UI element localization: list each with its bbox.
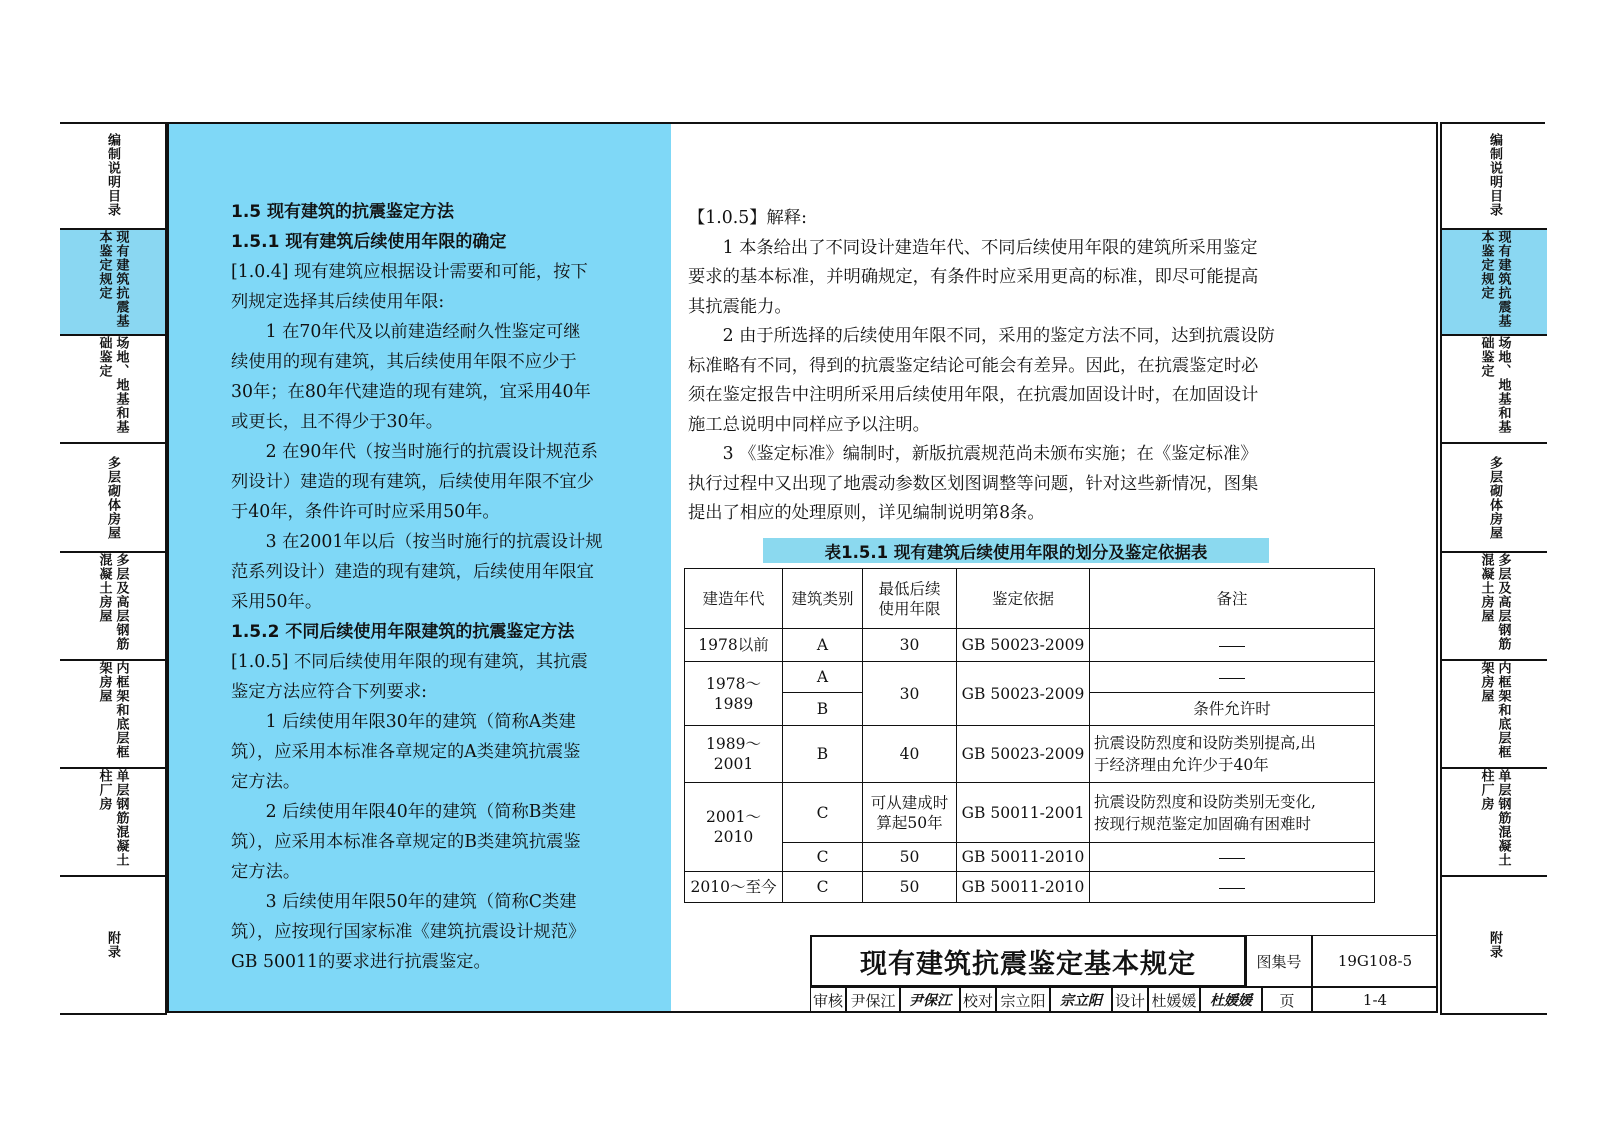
table-row	[685, 662, 1375, 693]
cell-era: 1978～1989	[685, 662, 783, 726]
text-line: 1.5.1 现有建筑后续使用年限的确定	[231, 232, 507, 252]
page-label: 页	[1262, 987, 1312, 1013]
text-line: [1.0.5] 不同后续使用年限的现有建筑，其抗震	[231, 652, 588, 672]
nav-tab-label: 多层及高层钢筋混凝土房屋	[1478, 553, 1511, 651]
left-nav-tab[interactable]	[60, 661, 165, 769]
cell-basis: GB 50011-2010	[957, 872, 1090, 903]
designer-name: 杜媛媛	[1148, 987, 1200, 1013]
cell-era: 1989～2001	[685, 726, 783, 783]
nav-tab-label: 多层砌体房屋	[1487, 455, 1502, 540]
cell-remark	[1090, 629, 1375, 662]
nav-tab-label: 内框架和底层框架房屋	[96, 661, 129, 759]
cell-remark	[1090, 872, 1375, 903]
right-nav-tab[interactable]	[1442, 769, 1547, 877]
text-line: 或更长，且不得少于30年。	[231, 412, 444, 432]
atlas-no: 19G108-5	[1312, 935, 1438, 987]
page-number: 1-4	[1312, 987, 1438, 1013]
text-line: 筑），应采用本标准各章规定的B类建筑抗震鉴	[231, 832, 581, 852]
header-remark: 备注	[1090, 569, 1375, 629]
header-min-years-l1: 最低后续	[878, 579, 941, 598]
nav-tab-label: 编制说明目录	[1487, 133, 1502, 217]
nav-tab-label: 多层及高层钢筋混凝土房屋	[96, 553, 129, 651]
dash-mark	[1219, 888, 1245, 889]
right-nav-tab[interactable]	[1442, 661, 1547, 769]
cell-era: 2010～至今	[685, 872, 783, 903]
left-nav-tab[interactable]	[60, 769, 165, 877]
nav-tab-label: 多层砌体房屋	[105, 455, 120, 540]
right-nav-tab[interactable]	[1442, 230, 1547, 336]
text-line: 采用50年。	[231, 592, 323, 612]
cell-era: 2001～2010	[685, 783, 783, 872]
right-column-text	[688, 204, 1378, 529]
drawing-title: 现有建筑抗震鉴定基本规定	[810, 935, 1246, 987]
text-line: 2 由于所选择的后续使用年限不同，采用的鉴定方法不同，达到抗震设防	[722, 326, 1275, 346]
text-line: 范系列设计）建造的现有建筑，后续使用年限宜	[231, 562, 594, 582]
table-header-row	[685, 569, 1375, 629]
atlas-no-label: 图集号	[1246, 935, 1312, 987]
design-label: 设计	[1112, 987, 1148, 1013]
nav-tab-label: 内框架和底层框架房屋	[1478, 661, 1511, 759]
text-line: 其抗震能力。	[688, 296, 792, 317]
text-line: 提出了相应的处理原则，详见编制说明第8条。	[688, 503, 1045, 523]
reviewer-name: 尹保江	[846, 987, 900, 1013]
cell-remark	[1090, 783, 1375, 843]
text-line: 1.5 现有建筑的抗震鉴定方法	[231, 202, 455, 222]
text-line: 筑），应按现行国家标准《建筑抗震设计规范》	[231, 922, 586, 942]
checker-name: 宗立阳	[996, 987, 1050, 1013]
checker-signature: 宗立阳	[1050, 987, 1112, 1013]
text-line: 列规定选择其后续使用年限:	[231, 292, 445, 312]
dash-mark	[1219, 858, 1245, 859]
cell-category: A	[783, 629, 863, 662]
left-nav-tab[interactable]	[60, 553, 165, 661]
nav-tab-label: 场地、地基和基础鉴定	[96, 336, 129, 434]
nav-tab-label: 现有建筑抗震基本鉴定规定	[1478, 230, 1511, 328]
table-title: 表1.5.1 现有建筑后续使用年限的划分及鉴定依据表	[763, 538, 1269, 563]
cell-basis: GB 50011-2001	[957, 783, 1090, 843]
text-line: 1 后续使用年限30年的建筑（简称A类建	[265, 712, 576, 732]
cell-years	[863, 783, 957, 843]
service-life-table	[684, 568, 1375, 903]
text-line: 3 后续使用年限50年的建筑（简称C类建	[265, 892, 577, 912]
text-line: 2 后续使用年限40年的建筑（简称B类建	[265, 802, 576, 822]
nav-tab-label: 编制说明目录	[105, 133, 120, 217]
cell-remark	[1090, 843, 1375, 872]
cell-category: C	[783, 872, 863, 903]
nav-tab-label: 附录	[1487, 931, 1502, 959]
nav-tab-label: 单层钢筋混凝土柱厂房	[1478, 769, 1511, 867]
cell-years: 30	[863, 662, 957, 726]
cell-category: B	[783, 726, 863, 783]
reviewer-signature: 尹保江	[900, 987, 960, 1013]
header-min-years-l2: 使用年限	[878, 599, 941, 618]
nav-tab-label: 附录	[105, 931, 120, 959]
table-row	[685, 843, 1375, 872]
left-side-nav	[60, 122, 167, 1015]
cell-category: C	[783, 783, 863, 843]
text-line: 2 在90年代（按当时施行的抗震设计规范系	[265, 442, 598, 462]
cell-basis: GB 50023-2009	[957, 726, 1090, 783]
nav-tab-label: 现有建筑抗震基本鉴定规定	[96, 230, 129, 328]
header-category: 建筑类别	[783, 569, 863, 629]
cell-years: 30	[863, 629, 957, 662]
left-nav-tab[interactable]	[60, 122, 165, 230]
text-line: 鉴定方法应符合下列要求:	[231, 682, 427, 702]
text-line: 要求的基本标准，并明确规定，有条件时应采用更高的标准，即尽可能提高	[688, 267, 1259, 287]
dash-mark	[1219, 646, 1245, 647]
left-column-text	[231, 197, 661, 977]
cell-years-l1: 可从建成时	[870, 793, 949, 812]
table-row	[685, 783, 1375, 843]
text-line: 执行过程中又出现了地震动参数区划图调整等问题，针对这些新情况，图集	[688, 473, 1259, 494]
right-nav-tab[interactable]	[1442, 336, 1547, 444]
header-min-years	[863, 569, 957, 629]
text-line: 于40年，条件许可时应采用50年。	[231, 502, 500, 522]
text-line: 3 在2001年以后（按当时施行的抗震设计规	[265, 532, 603, 552]
cell-remark-l2: 按现行规范鉴定加固确有困难时	[1094, 814, 1312, 833]
header-basis: 鉴定依据	[957, 569, 1090, 629]
text-line: 定方法。	[231, 862, 301, 882]
text-line: 30年；在80年代建造的现有建筑，宜采用40年	[231, 382, 591, 402]
text-line: 标准略有不同，得到的抗震鉴定结论可能会有差异。因此，在抗震鉴定时必	[688, 355, 1259, 376]
text-line: 施工总说明中同样应予以注明。	[688, 414, 930, 435]
review-label: 审核	[810, 987, 846, 1013]
left-nav-tab[interactable]	[60, 336, 165, 444]
text-line: 1.5.2 不同后续使用年限建筑的抗震鉴定方法	[231, 622, 575, 642]
designer-signature: 杜媛媛	[1200, 987, 1262, 1013]
left-nav-tab[interactable]	[60, 444, 165, 553]
text-line: 1 本条给出了不同设计建造年代、不同后续使用年限的建筑所采用鉴定	[722, 237, 1258, 258]
text-line: [1.0.4] 现有建筑应根据设计需要和可能，按下	[231, 262, 588, 282]
table-row	[685, 872, 1375, 903]
title-block	[810, 935, 1438, 1013]
text-line: 定方法。	[231, 772, 301, 792]
dash-mark	[1219, 678, 1245, 679]
cell-remark	[1090, 726, 1375, 783]
cell-remark-l1: 抗震设防烈度和设防类别提高,出	[1094, 734, 1316, 752]
check-label: 校对	[960, 987, 996, 1013]
left-nav-tab[interactable]	[60, 230, 165, 336]
cell-category: B	[783, 693, 863, 726]
text-line: 续使用的现有建筑，其后续使用年限不应少于	[231, 352, 577, 372]
nav-tab-label: 单层钢筋混凝土柱厂房	[96, 769, 129, 867]
cell-basis: GB 50011-2010	[957, 843, 1090, 872]
left-nav-tab[interactable]	[60, 877, 165, 1015]
text-line: 列设计）建造的现有建筑，后续使用年限不宜少	[231, 472, 594, 492]
nav-tab-label: 场地、地基和基础鉴定	[1478, 336, 1511, 434]
cell-remark-l1: 抗震设防烈度和设防类别无变化,	[1094, 792, 1316, 811]
cell-years: 50	[863, 843, 957, 872]
cell-basis: GB 50023-2009	[957, 629, 1090, 662]
right-nav-tab[interactable]	[1442, 877, 1547, 1015]
right-nav-tab[interactable]	[1442, 444, 1547, 553]
cell-remark-l2: 于经济理由允许少于40年	[1094, 756, 1269, 774]
right-nav-tab[interactable]	[1442, 122, 1547, 230]
cell-years-l2: 算起50年	[876, 813, 943, 832]
text-line: 须在鉴定报告中注明所采用后续使用年限，在抗震加固设计时，在加固设计	[688, 385, 1259, 405]
cell-years: 40	[863, 726, 957, 783]
cell-years: 50	[863, 872, 957, 903]
text-line: 筑），应采用本标准各章规定的A类建筑抗震鉴	[231, 742, 581, 762]
cell-remark: 条件允许时	[1090, 693, 1375, 726]
text-line: GB 50011的要求进行抗震鉴定。	[231, 952, 491, 972]
table-row	[685, 726, 1375, 783]
right-side-nav	[1440, 122, 1547, 1015]
text-line: 【1.0.5】解释:	[688, 208, 807, 228]
table-row	[685, 629, 1375, 662]
cell-category: C	[783, 843, 863, 872]
cell-era: 1978以前	[685, 629, 783, 662]
text-line: 1 在70年代及以前建造经耐久性鉴定可继	[265, 322, 581, 342]
header-era: 建造年代	[685, 569, 783, 629]
text-line: 3 《鉴定标准》编制时，新版抗震规范尚未颁布实施；在《鉴定标准》	[722, 444, 1258, 464]
cell-category: A	[783, 662, 863, 693]
cell-remark	[1090, 662, 1375, 693]
cell-basis: GB 50023-2009	[957, 662, 1090, 726]
right-nav-tab[interactable]	[1442, 553, 1547, 661]
